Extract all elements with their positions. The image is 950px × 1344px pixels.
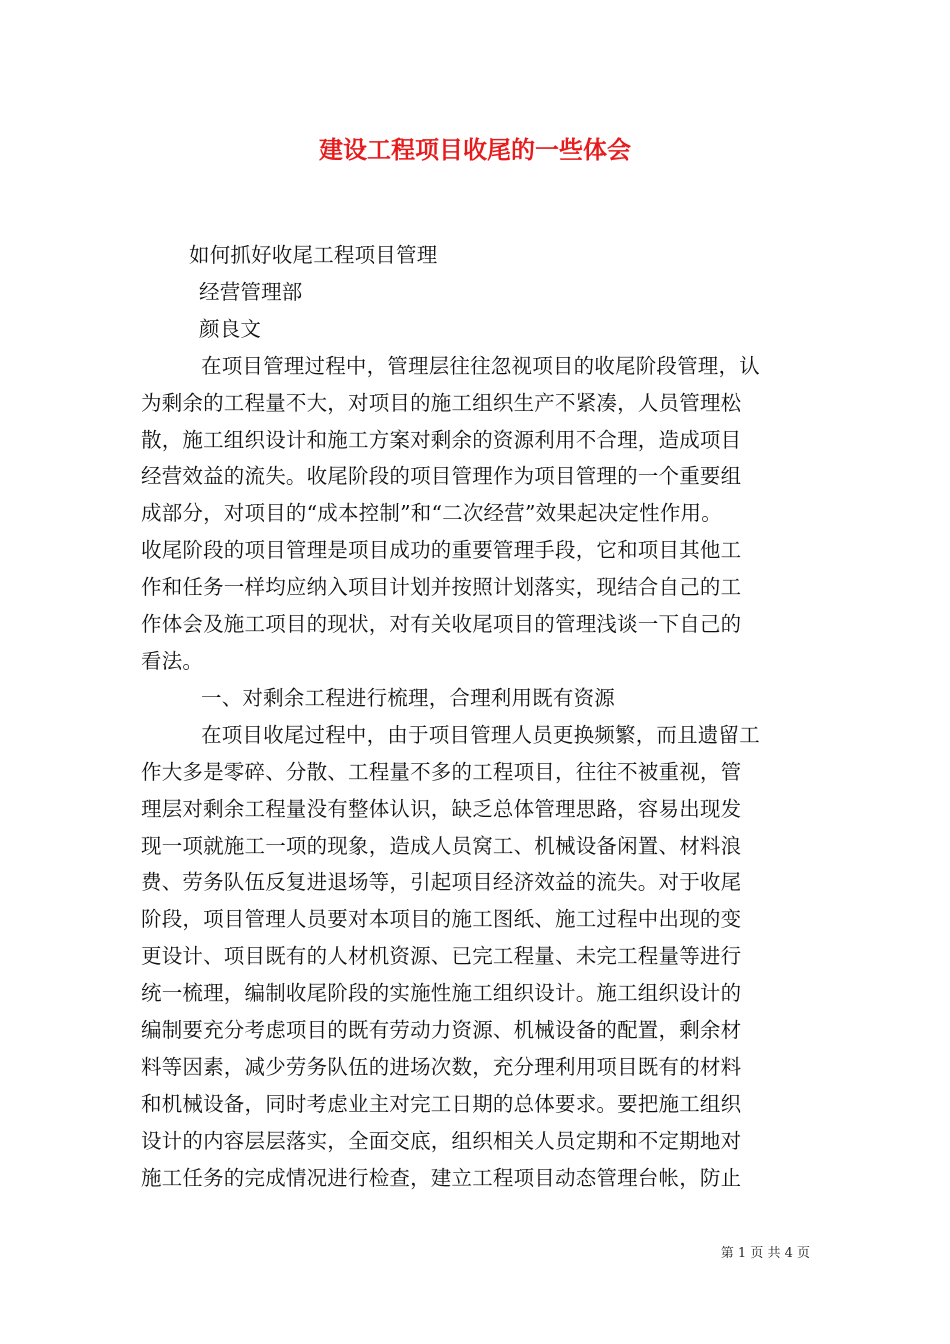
paragraph-line: 在项目收尾过程中，由于项目管理人员更换频繁，而且遗留工 [201, 722, 760, 747]
paragraph-line: 统一梳理，编制收尾阶段的实施性施工组织设计。施工组织设计的 [141, 981, 742, 1006]
paragraph-line: 和机械设备，同时考虑业主对完工日期的总体要求。要把施工组织 [141, 1091, 742, 1116]
paragraph-line: 为剩余的工程量不大，对项目的施工组织生产不紧凑，人员管理松 [141, 390, 742, 415]
paragraph-line: 施工任务的完成情况进行检查，建立工程项目动态管理台帐，防止 [141, 1165, 742, 1190]
paragraph-line: 现一项就施工一项的现象，造成人员窝工、机械设备闲置、材料浪 [141, 833, 742, 858]
paragraph-line: 更设计、项目既有的人材机资源、已完工程量、未完工程量等进行 [141, 944, 742, 969]
department: 经营管理部 [199, 279, 303, 304]
paragraph-line: 理层对剩余工程量没有整体认识，缺乏总体管理思路，容易出现发 [141, 796, 742, 821]
paragraph-line: 设计的内容层层落实，全面交底，组织相关人员定期和不定期地对 [141, 1128, 742, 1153]
page-number: 第 1 页 共 4 页 [720, 1246, 810, 1261]
paragraph-line: 在项目管理过程中，管理层往往忽视项目的收尾阶段管理，认 [201, 353, 760, 378]
document-title: 建设工程项目收尾的一些体会 [319, 135, 631, 164]
paragraph-line: 作体会及施工项目的现状，对有关收尾项目的管理浅谈一下自己的 [141, 612, 742, 637]
paragraph-1 [141, 348, 811, 680]
paragraph-line: 经营效益的流失。收尾阶段的项目管理作为项目管理的一个重要组 [141, 464, 742, 489]
paragraph-line: 散，施工组织设计和施工方案对剩余的资源利用不合理，造成项目 [141, 427, 742, 452]
paragraph-line: 料等因素，减少劳务队伍的进场次数，充分理利用项目既有的材料 [141, 1054, 742, 1079]
paragraph-line: 看法。 [141, 648, 204, 673]
paragraph-line: 作大多是零碎、分散、工程量不多的工程项目，往往不被重视，管 [141, 759, 742, 784]
section-heading: 一、对剩余工程进行梳理，合理利用既有资源 [201, 685, 615, 710]
paragraph-line: 成部分，对项目的“成本控制”和“二次经营”效果起决定性作用。 [141, 501, 722, 526]
paragraph-line: 阶段，项目管理人员要对本项目的施工图纸、施工过程中出现的变 [141, 907, 742, 932]
paragraph-line: 费、劳务队伍反复进退场等，引起项目经济效益的流失。对于收尾 [141, 870, 742, 895]
paragraph-2 [141, 717, 811, 1197]
subtitle: 如何抓好收尾工程项目管理 [189, 243, 438, 267]
author: 颜良文 [199, 316, 262, 341]
document-body [141, 237, 811, 1197]
paragraph-line: 收尾阶段的项目管理是项目成功的重要管理手段，它和项目其他工 [141, 538, 742, 563]
paragraph-line: 编制要充分考虑项目的既有劳动力资源、机械设备的配置，剩余材 [141, 1018, 742, 1043]
paragraph-line: 作和任务一样均应纳入项目计划并按照计划落实，现结合自己的工 [141, 575, 742, 600]
